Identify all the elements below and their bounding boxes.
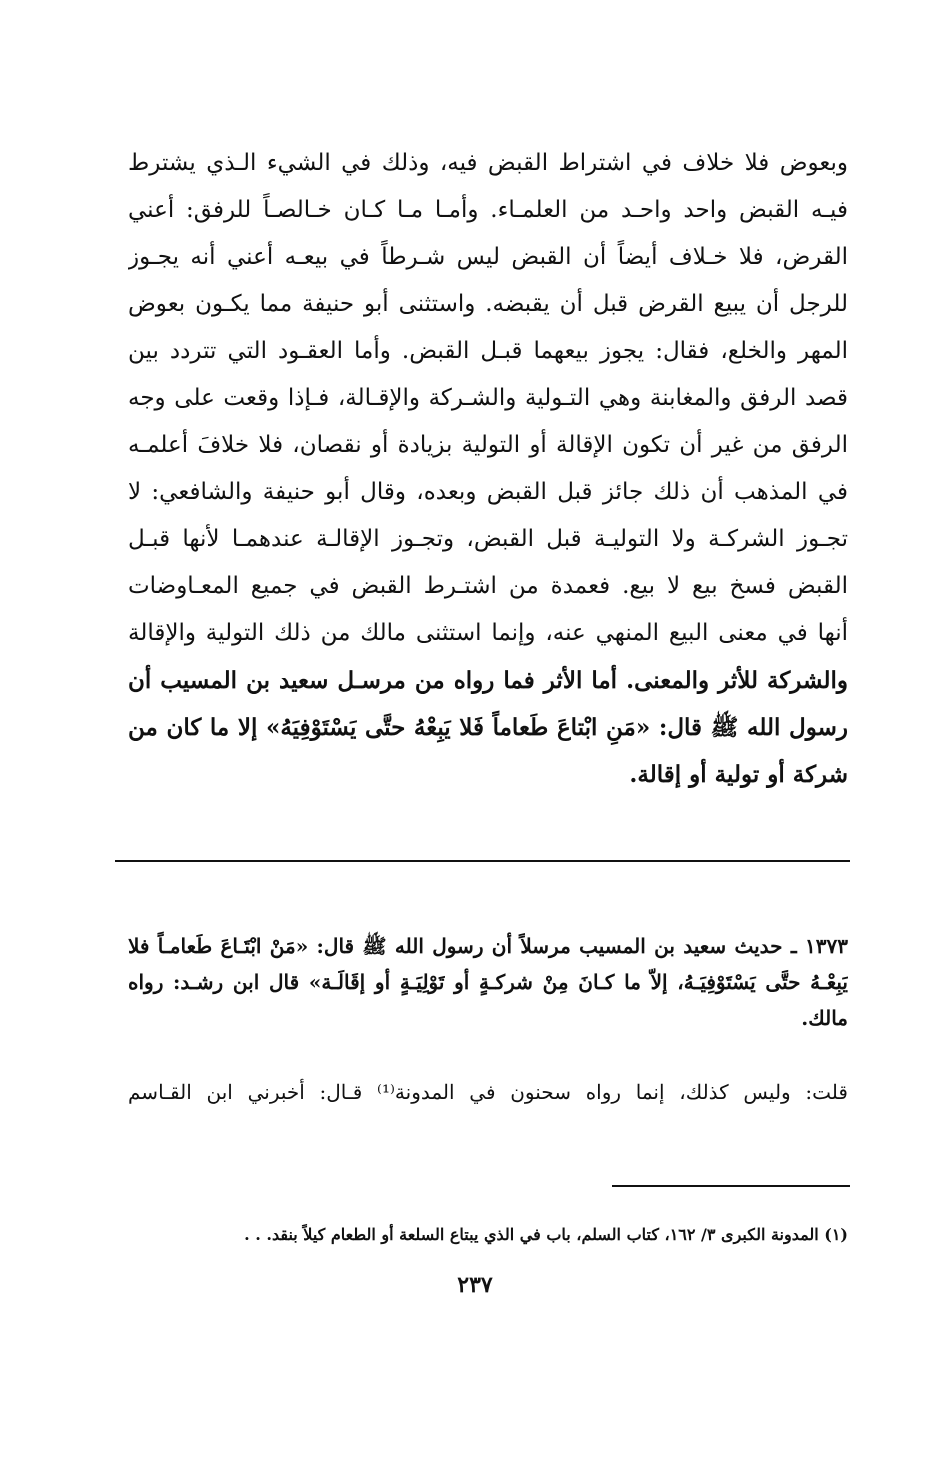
comment-paragraph (128, 1074, 848, 1110)
footnote-divider (612, 1185, 850, 1187)
hadith-line: مالك. (801, 1006, 848, 1030)
main-text-line: أنها في معنى البيع المنهي عنه، وإنما استثنى مالك من ذلك التولية والإقالة (128, 620, 848, 646)
main-text-line: القبض فسخ بيع لا بيع. فعمدة من اشتـرط القبض في جميع المعـاوضات (128, 573, 848, 599)
main-text-line: والشركة للأثر والمعنى. أما الأثر فما رواه من مرسـل سعيد بن المسيب أن (128, 667, 848, 694)
main-text-line: المهر والخلع، فقال: يجوز بيعهما قبـل القبض. وأما العقـود التي تتردد بين (128, 338, 848, 364)
main-text-line: وبعوض فلا خلاف في اشتراط القبض فيه، وذلك في الشيء الـذي يشترط (128, 150, 848, 176)
main-text-line: تجـوز الشركـة ولا التوليـة قبل القبض، وتجـوز الإقالـة عندهمـا لأنها قبـل (128, 526, 848, 552)
section-divider (115, 860, 850, 862)
main-text-line: شركة أو تولية أو إقالة. (629, 761, 848, 788)
footnote: (١) المدونة الكبرى ٣/ ١٦٢، كتاب السلم، باب في الذي يبتاع السلعة أو الطعام كيلاً بنقد. . . (244, 1225, 848, 1244)
main-text-line: في المذهب أن ذلك جائز قبل القبض وبعده، وقال أبو حنيفة والشافعي: لا (128, 479, 848, 505)
main-text-block (128, 140, 848, 798)
page-number: ٢٣٧ (457, 1272, 493, 1298)
main-text-line: القرض، فلا خـلاف أيضاً أن القبض ليس شـرطاً في بيعـه أعني أنه يجـوز (128, 244, 848, 270)
main-text-line: قصد الرفق والمغابنة وهي التـولية والشـركة والإقـالة، فـإذا وقعت على وجه (128, 385, 848, 411)
hadith-line: يَبِعْـهُ حتَّى يَسْتَوْفِيَـهُ، إلاّ ما كـانَ مِنْ شركـةٍ أو تَوْلِيَـةٍ أو إقَالَـة» قال ابن رشـد: رواه (128, 970, 848, 994)
main-text-line: الرفق من غير أن تكون الإقالة أو التولية بزيادة أو نقصان، فلا خلافَ أعلمـه (128, 432, 848, 458)
main-text-line: للرجل أن يبيع القرض قبل أن يقبضه. واستثنى أبو حنيفة مما يكـون بعوض (128, 291, 848, 317)
main-text-line: فيـه القبض واحد واحـد من العلمـاء. وأمـا مـا كـان خـالصـاً للرفق: أعني (128, 197, 848, 223)
hadith-annotation (128, 928, 848, 1036)
hadith-line: ١٣٧٣ ـ حديث سعيد بن المسيب مرسلاً أن رسول الله ﷺ قال: «مَنْ ابْتَـاعَ طَعامـاً فلا (128, 934, 848, 958)
main-text-line: رسول الله ﷺ قال: «مَنِ ابْتاعَ طَعاماً فَلا يَبِعْهُ حتَّى يَسْتَوْفِيَهُ» إلا ما كان من (128, 714, 848, 741)
comment-line: قلت: وليس كذلك، إنما رواه سحنون في المدونة⁽¹⁾ قـال: أخبرني ابن القـاسم (128, 1080, 848, 1104)
